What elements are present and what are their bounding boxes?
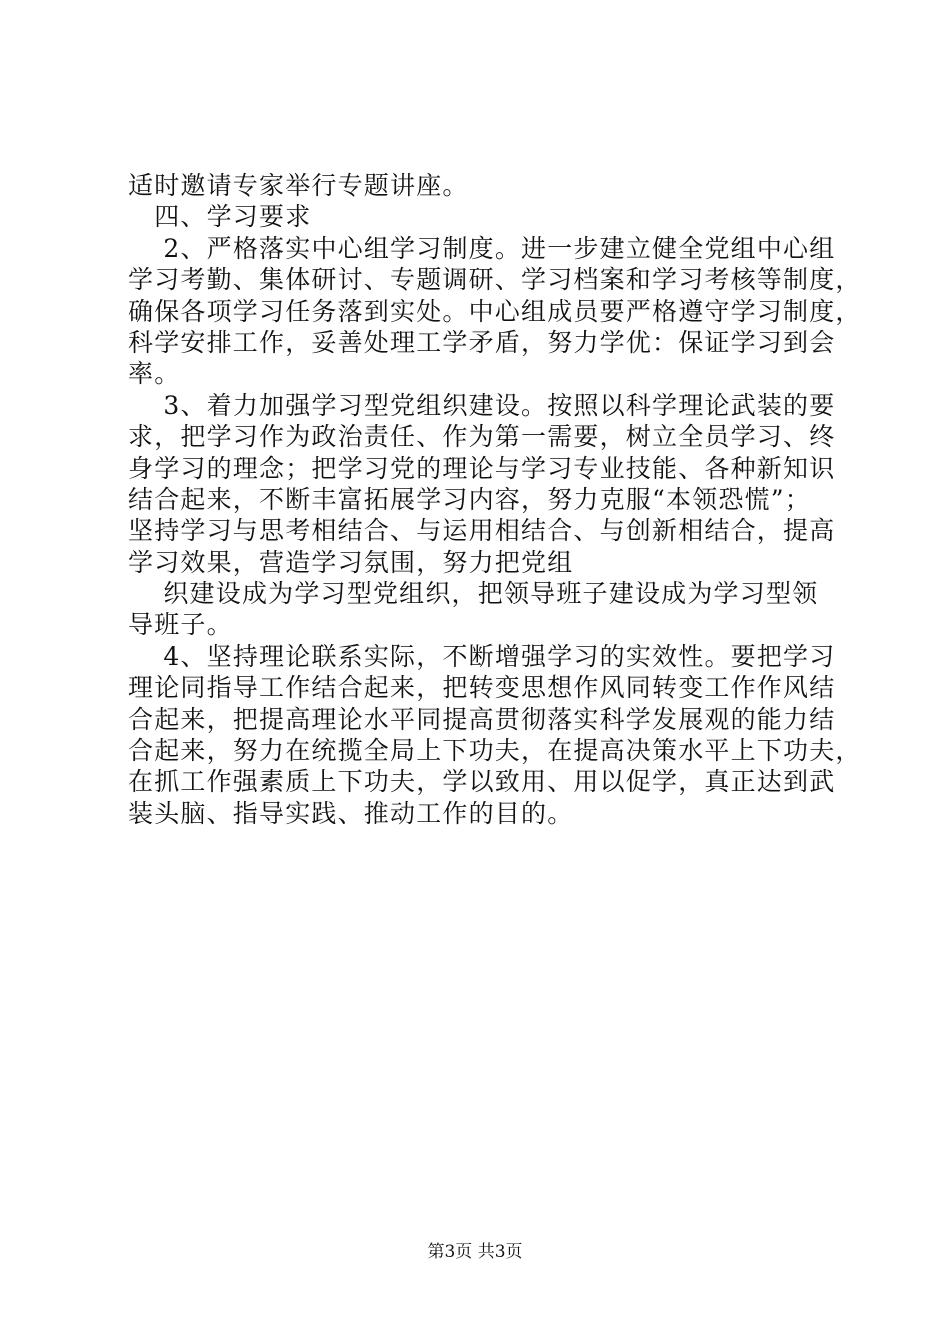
text-line: 合起来，努力在统揽全局上下功夫，在提高决策水平上下功夫， <box>128 736 862 766</box>
text-line: 身学习的理念；把学习党的理论与学习专业技能、各种新知识 <box>128 453 836 483</box>
text-line: 学习效果，营造学习氛围，努力把党组 <box>128 547 574 577</box>
text-line: 在抓工作强素质上下功夫，学以致用、用以促学，真正达到武 <box>128 767 836 797</box>
text-line: 科学安排工作，妥善处理工学矛盾，努力学优：保证学习到会 <box>128 327 836 357</box>
text-line: 理论同指导工作结合起来，把转变思想作风同转变工作作风结 <box>128 673 836 703</box>
text-line: 确保各项学习任务落到实处。中心组成员要严格遵守学习制度， <box>128 296 862 326</box>
text-line: 织建设成为学习型党组织，把领导班子建设成为学习型领 <box>128 579 819 609</box>
text-line: 学习考勤、集体研讨、专题调研、学习档案和学习考核等制度， <box>128 265 862 295</box>
text-line: 适时邀请专家举行专题讲座。 <box>128 171 469 200</box>
text-line: 导班子。 <box>128 610 233 640</box>
text-line: 装头脑、指导实践、推动工作的目的。 <box>128 798 574 828</box>
text-line: 求，把学习作为政治责任、作为第一需要，树立全员学习、终 <box>128 422 836 452</box>
text-line: 结合起来，不断丰富拓展学习内容，努力克服“本领恐慌”； <box>128 484 811 514</box>
page-number-footer: 第3页 共3页 <box>427 1242 523 1262</box>
text-line: 3、着力加强学习型党组织建设。按照以科学理论武装的要 <box>128 390 836 420</box>
document-body <box>128 170 862 829</box>
text-line: 4、坚持理论联系实际，不断增强学习的实效性。要把学习 <box>128 641 836 671</box>
text-line: 率。 <box>128 359 181 389</box>
text-line: 2、严格落实中心组学习制度。进一步建立健全党组中心组 <box>128 233 836 263</box>
text-line: 合起来，把提高理论水平同提高贯彻落实科学发展观的能力结 <box>128 704 836 734</box>
text-line: 坚持学习与思考相结合、与运用相结合、与创新相结合，提高 <box>128 516 836 546</box>
section-heading: 四、学习要求 <box>128 202 312 232</box>
